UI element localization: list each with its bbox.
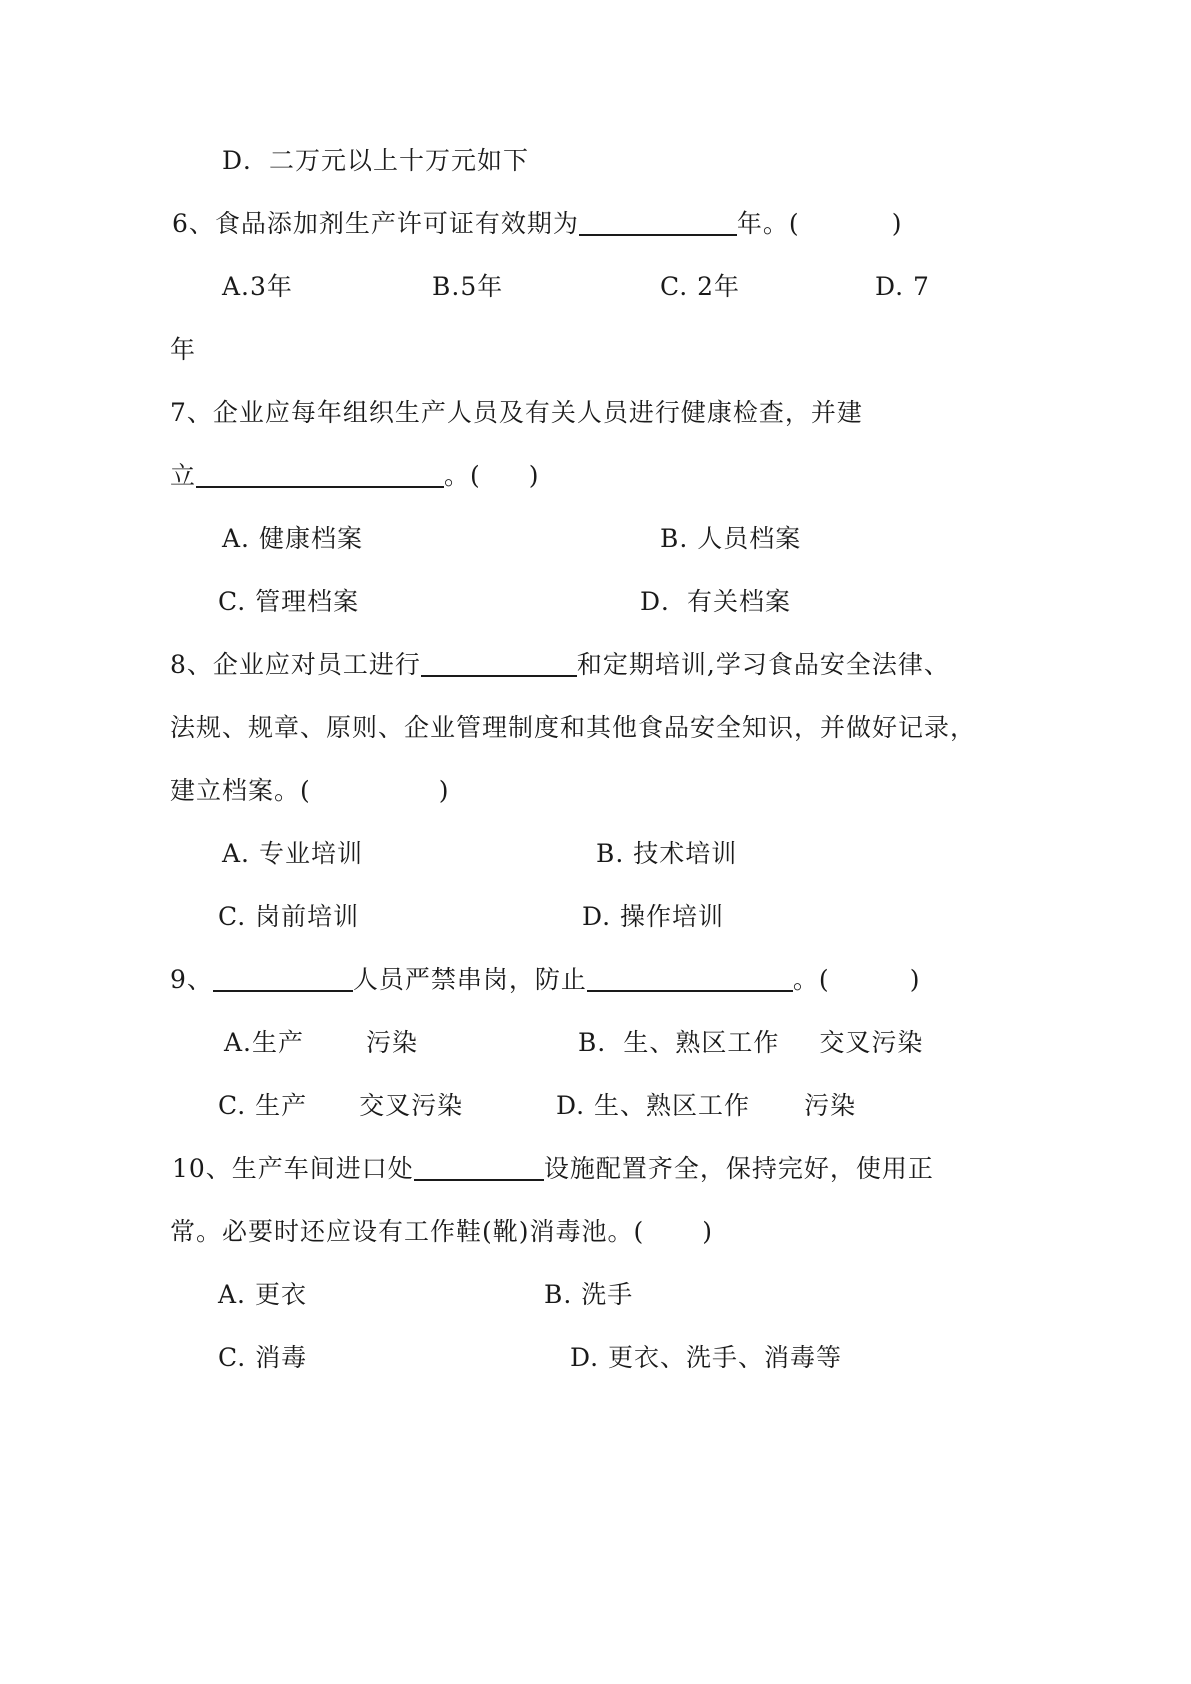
q9-option-d-second: 污染 [804,1091,857,1120]
q9-paren-close: ) [909,965,921,994]
q8-option-d: D. 操作培训 [582,902,725,931]
q10-option-a: A. 更衣 [218,1280,307,1309]
question-7-line1: 7、企业应每年组织生产人员及有关人员进行健康检查，并建 [170,398,863,427]
q9-blank-2[interactable] [587,966,793,992]
q10-option-d: D. 更衣、洗手、消毒等 [570,1343,843,1372]
q7-option-a: A. 健康档案 [222,524,363,553]
q7-paren-close: ) [528,461,540,490]
q9-option-b [578,1026,923,1060]
q9-option-c [218,1089,463,1123]
q9-option-d [556,1089,856,1123]
question-6 [172,207,902,241]
q10-option-b: B. 洗手 [544,1280,634,1309]
q10-text-line2: 常。必要时还应设有工作鞋(靴)消毒池。( [170,1217,645,1246]
question-9 [170,963,920,997]
q9-option-b-second: 交叉污染 [819,1028,924,1057]
q6-blank[interactable] [579,210,737,236]
q8-text: 8、企业应对员工进行 [170,650,421,679]
q9-option-a [224,1026,418,1060]
q10-text: 10、生产车间进口处 [172,1154,414,1183]
q7-text: 立 [170,461,197,490]
question-10-line2 [170,1215,713,1249]
q9-option-c-first: C. 生产 [218,1091,308,1120]
question-8-line2: 法规、规章、原则、企业管理制度和其他食品安全知识，并做好记录， [170,713,977,742]
q8-option-b: B. 技术培训 [596,839,738,868]
q10-option-c: C. 消毒 [218,1343,308,1372]
q8-blank[interactable] [421,651,577,677]
q10-blank[interactable] [414,1155,544,1181]
q9-blank-1[interactable] [213,966,353,992]
q7-option-d: D．有关档案 [640,587,792,616]
q6-option-a: A.3年 [222,272,293,301]
q9-text-mid: 人员严禁串岗，防止 [352,965,587,994]
q7-blank[interactable] [196,462,444,488]
q7-text-after: 。( [444,461,481,490]
q9-option-c-second: 交叉污染 [359,1091,464,1120]
question-8-line3 [170,774,450,808]
q7-option-b: B. 人员档案 [660,524,802,553]
q9-option-b-first: B．生、熟区工作 [578,1028,780,1057]
q8-option-c: C. 岗前培训 [218,902,360,931]
q8-option-a: A. 专业培训 [222,839,363,868]
q10-text-after: 设施配置齐全，保持完好，使用正 [543,1154,934,1183]
q6-option-c: C. 2年 [660,272,741,301]
q9-option-a-first: A.生产 [224,1028,305,1057]
q8-text-line3: 建立档案。( [170,776,311,805]
q9-text-after: 。( [792,965,830,994]
q6-option-d-wrap: 年 [170,335,197,364]
question-7-line2 [170,459,540,493]
q9-option-d-first: D. 生、熟区工作 [556,1091,751,1120]
question-8-line1 [170,648,950,682]
question-10-line1 [172,1152,934,1186]
q9-option-a-second: 污染 [366,1028,419,1057]
q9-text: 9、 [170,965,213,994]
q6-text: 6、食品添加剂生产许可证有效期为 [172,209,579,238]
q8-text-after: 和定期培训,学习食品安全法律、 [576,650,950,679]
q7-option-c: C. 管理档案 [218,587,360,616]
q10-paren-close: ) [702,1217,714,1246]
q6-option-b: B.5年 [432,272,504,301]
q6-option-d: D. 7 [875,272,930,301]
q5-option-d: D．二万元以上十万元如下 [222,146,530,175]
q8-paren-close: ) [438,776,450,805]
q6-paren-close: ) [891,209,903,238]
q6-text-after: 年。( [736,209,800,238]
